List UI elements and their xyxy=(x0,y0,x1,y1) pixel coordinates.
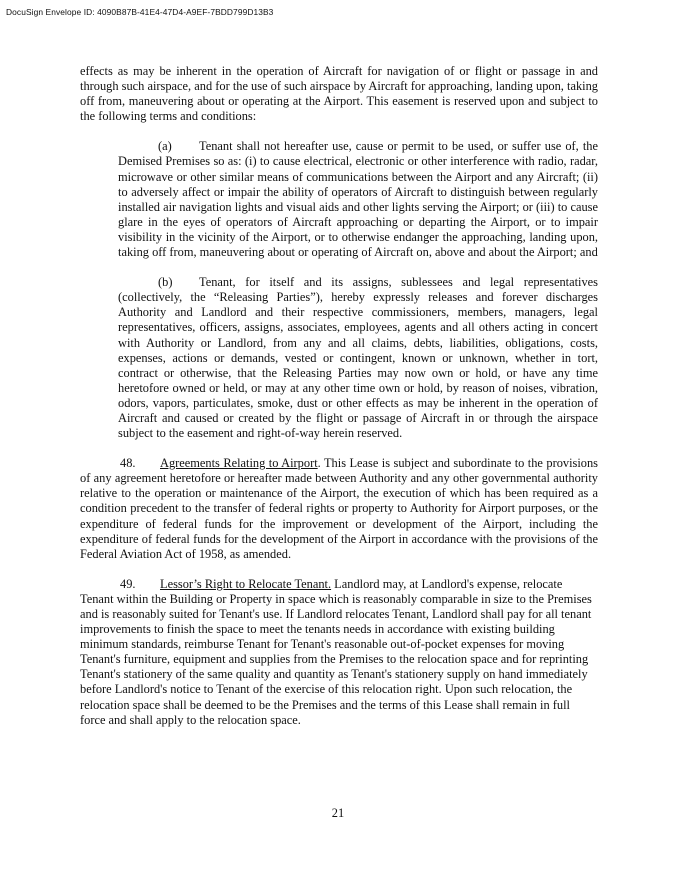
subsection-b xyxy=(118,275,598,441)
subsection-text: Tenant shall not hereafter use, cause or permit to be used, or suffer use of, the Demised Premises so as: (i) to cause electrical, electronic or other interference with radio, radar, microwave or other similar means of communications between the Airport and any Aircraft; (ii) to adversely affect or impair the ability of operators of Aircraft to distinguish between regularly installed air navigation lights and visual aids and other lights serving the Airport; or (iii) to cause glare in the eyes of operators of Aircraft approaching or departing the Airport, or to impair visibility in the vicinity of the Airport, or to otherwise endanger the approaching, landing upon, taking off from, maneuvering about or operating of Aircraft on, above and about the Airport; and xyxy=(118,139,598,260)
page-number: 21 xyxy=(331,806,345,820)
section-text: . This Lease is subject and subordinate to the provisions of any agreement heretofore or hereafter made between Authority and any other governmental authority relative to the operation or maintenance of the Airport, the execution of which has been required as a condition precedent to the transfer of federal rights or property to Authority for Airport purposes, or the expenditure of federal funds for the improvement or development of the Airport, including the expenditure of federal funds for the development of the Airport in accordance with the provisions of the Federal Aviation Act of 1958, as amended. xyxy=(80,456,599,561)
section-48 xyxy=(80,456,598,562)
section-text: Landlord may, at Landlord's expense, relocate Tenant within the Building or Property in space which is reasonably comparable in size to the Premises and is reasonably suited for Tenant's use. If Landlord relocates Tenant, Landlord shall pay for all tenant improvements to finish the space to meet the tenants needs in accordance with existing building minimum standards, reimburse Tenant for Tenant's reasonable out-of-pocket expenses for moving Tenant's furniture, equipment and supplies from the Premises to the relocation space and for reprinting Tenant's stationery of the same quality and quantity as Tenant's stationery supply on hand immediately before Landlord's notice to Tenant of the exercise of this relocation right. Upon such relocation, the relocation space shall be deemed to be the Premises and the terms of this Lease shall remain in full force and shall apply to the relocation space. xyxy=(80,576,592,727)
subsection-label: (a) xyxy=(158,139,172,154)
subsection-a xyxy=(118,139,598,260)
subsection-label: (b) xyxy=(158,275,173,290)
section-49 xyxy=(80,577,598,728)
document-body xyxy=(80,64,598,743)
section-heading: Lessor’s Right to Relocate Tenant. xyxy=(160,576,332,591)
docusign-envelope-id: DocuSign Envelope ID: 4090B87B-41E4-47D4-A9EF-7BDD799D13B3 xyxy=(6,7,274,17)
section-number: 49. xyxy=(120,576,136,591)
subsection-text: Tenant, for itself and its assigns, sublessees and legal representatives (collectively, the “Releasing Parties”), hereby expressly releases and forever discharges Authority and Landlord and their respective commissioners, members, managers, legal representatives, officers, assigns, associates, employees, agents and all others acting in concert with Authority or Landlord, from any and all claims, debts, liabilities, obligations, costs, expenses, actions or demands, vested or contingent, known or unknown, whether in tort, contract or otherwise, that the Releasing Parties may now own or hold, or have any time heretofore owned or held, or may at any other time own or hold, by reason of noises, vibration, odors, vapors, particulates, smoke, dust or other effects as may be inherent in the operation of Aircraft and caused or created by the flight or passage of Aircraft in or through the airspace subject to the easement and right-of-way herein reserved. xyxy=(118,275,598,441)
intro-paragraph: effects as may be inherent in the operation of Aircraft for navigation of or flight or passage in and through such airspace, and for the use of such airspace by Aircraft for approaching, landing upon, taking off from, maneuvering about or operating at the Airport. This easement is reserved upon and subject to the following terms and conditions: xyxy=(80,64,598,124)
section-heading: Agreements Relating to Airport xyxy=(160,456,318,471)
section-number: 48. xyxy=(120,456,136,471)
